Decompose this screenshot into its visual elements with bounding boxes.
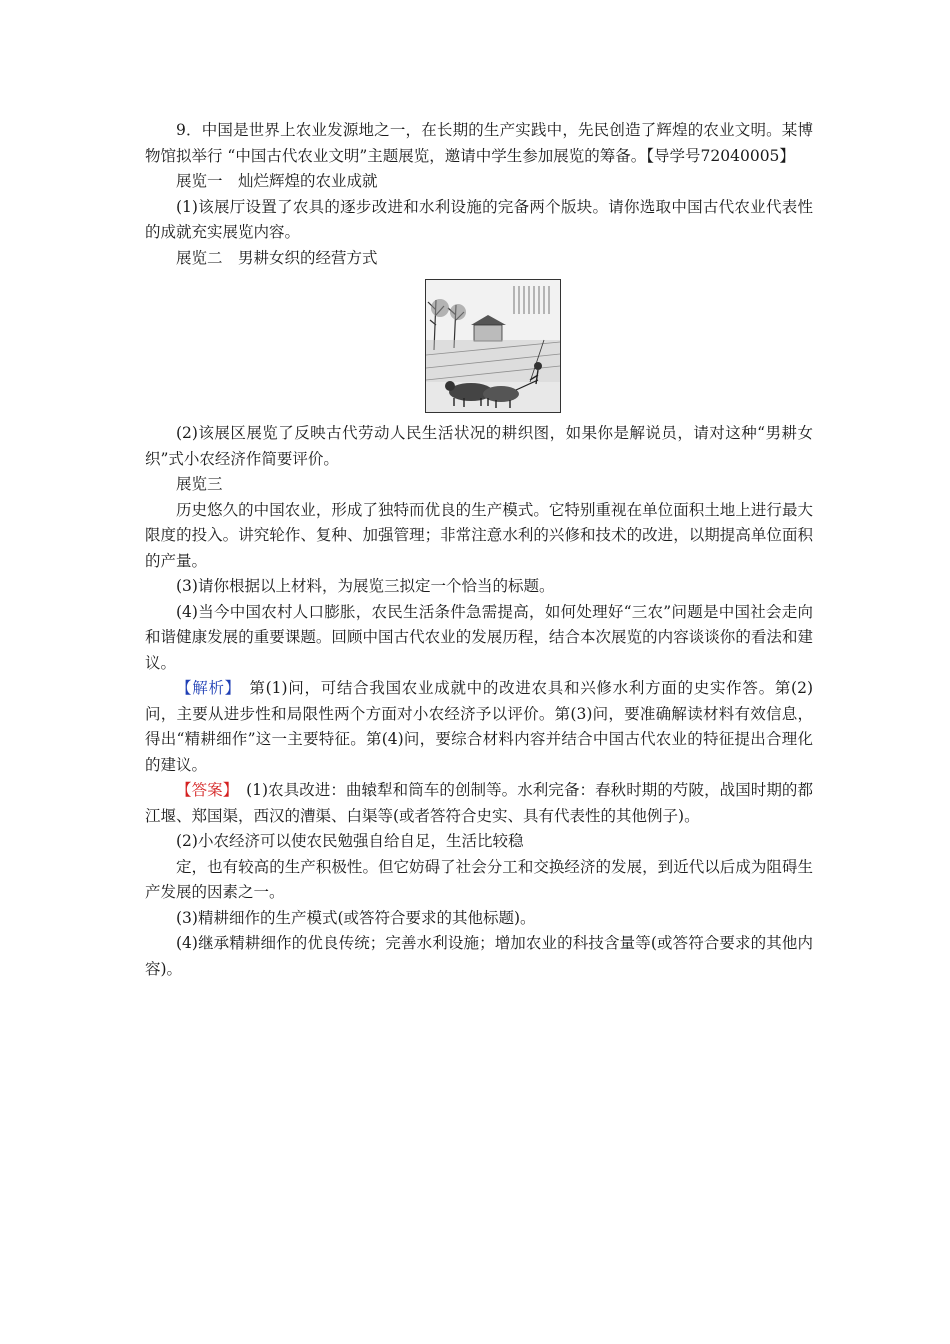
exhibit1-title: 展览一 灿烂辉煌的农业成就: [176, 172, 378, 190]
exhibit2-title: 展览二 男耕女织的经营方式: [176, 248, 378, 267]
question-intro: 9．中国是世界上农业发源地之一，在长期的生产实践中，先民创造了辉煌的农业文明。某博物馆拟举行 “中国古代农业文明”主题展览，邀请中学生参加展览的筹备。【导学号72040005】: [145, 121, 813, 165]
analysis-text: 第(1)问，可结合我国农业成就中的改进农具和兴修水利方面的史实作答。第(2)问，主要从进步性和局限性两个方面对小农经济予以评价。第(3)问，要准确解读材料有效信息，得出“精耕细作”这一主要特征。第(4)问，要综合材料内容并结合中国古代农业的特征提出合理化的建议。: [145, 679, 813, 774]
answer-1-text: (1)农具改进：曲辕犁和筒车的创制等。水利完备：春秋时期的芍陂，战国时期的都江堰、郑国渠，西汉的漕渠、白渠等(或者答符合史实、具有代表性的其他例子)。: [145, 781, 813, 825]
answer-2-continued: 定，也有较高的生产积极性。但它妨碍了社会分工和交换经济的发展，到近代以后成为阻碍生产发展的因素之一。: [145, 857, 813, 901]
answer-tag: 【答案】: [176, 781, 231, 799]
exhibit3-title: 展览三: [176, 475, 223, 493]
answer-2-first-line: (2)小农经济可以使农民勉强自给自足，生活比较稳: [176, 832, 524, 850]
ox-plowing-picture: [426, 280, 560, 412]
answer-1: [145, 778, 813, 829]
exhibit3-material: 历史悠久的中国农业，形成了独特而优良的生产模式。它特别重视在单位面积土地上进行最大限度的投入。讲究轮作、复种、加强管理；非常注意水利的兴修和技术的改进，以期提高单位面积的产量。: [145, 500, 813, 570]
farming-weaving-illustration: [425, 279, 561, 413]
question-4: (4)当今中国农村人口膨胀，农民生活条件急需提高，如何处理好“三农”问题是中国社会走向和谐健康发展的重要课题。回顾中国古代农业的发展历程，结合本次展览的内容谈谈你的看法和建议。: [145, 602, 813, 672]
answer-4: (4)继承精耕细作的优良传统；完善水利设施；增加农业的科技含量等(或答符合要求的其他内容)。: [145, 934, 813, 978]
analysis-tag: 【解析】: [176, 679, 234, 697]
document-page: [145, 118, 813, 982]
question-3: (3)请你根据以上材料，为展览三拟定一个恰当的标题。: [176, 577, 555, 595]
analysis-paragraph: [145, 676, 813, 778]
question-1: (1)该展厅设置了农具的逐步改进和水利设施的完备两个版块。请你选取中国古代农业代表性的成就充实展览内容。: [145, 197, 813, 241]
answer-3: (3)精耕细作的生产模式(或答符合要求的其他标题)。: [176, 908, 536, 927]
question-2: (2)该展区展览了反映古代劳动人民生活状况的耕织图，如果你是解说员，请对这种“男耕女织”式小农经济作简要评价。: [145, 424, 813, 468]
